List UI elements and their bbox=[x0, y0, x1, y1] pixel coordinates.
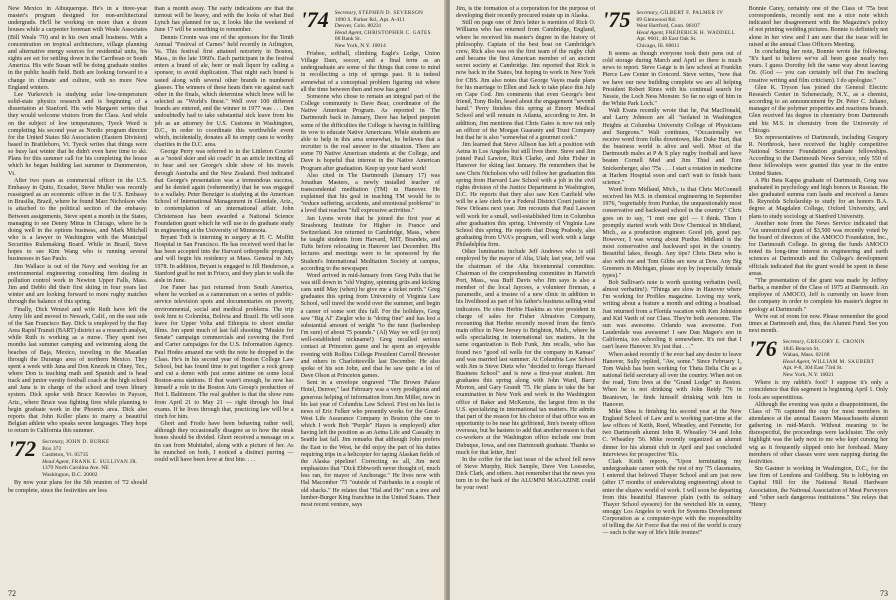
paragraph: Lee Yurkovich is studying solar low-temperature solid-state physics research and is beginning of a dissertation at Stanford. His wife Margaret writes that they would welcome visitors from the Class. And while on the subject of low temperatures, Tyeck Weed is completing his second year as Nordic program director for the United States Ski Association (Eastern Division) based in Brattleboro, Vt. Tyeck writes that things were so busy last winter that he didn't even have time to ski. Plans for this summer call for his completing the house which he began building last summer in Dummerston, Vt. bbox=[8, 91, 148, 177]
address-line: Waban, Mass. 02168 bbox=[782, 352, 830, 359]
paragraph: Bryant Toth is interning in surgery at H. C. Moffitt Hospital in San Francisco. He has received word that he has been accepted into the Harvard orthopedic program, and will begin his residency at Mass. General in July 1978. In addition, Bryant is engaged to Jill Henderson, a Stanford grad he met in Frisco, and they plan to walk the aisle in June. bbox=[154, 235, 294, 284]
class-officers bbox=[42, 438, 138, 478]
agent-name: FREDERICK H. WADDELL bbox=[665, 29, 736, 36]
agent-label: Head Agent, bbox=[636, 29, 665, 36]
address-line: 68 Bank St. bbox=[334, 36, 362, 42]
paragraph: New Mexico in Albuquerque. He's in a three-year master's program designed for non-architectural undergrads. He'll be working on more than a dozen houses while a carpenter foreman with Weale Associates (Bill Weale '70) and in his own small business. With a concentration on tropical architecture, village planning and alternative energy sources for residential units, his sights are set for settling down in the Carribean or South America. His wife Susan will be doing graduate studies in the public health field. Both are looking forward to a change in climate and culture, with no more New England winters. bbox=[8, 6, 148, 91]
paragraph: Walt Evans recently wrote that he, Pat MacDonald, and Larry Johnson are all "isolated in Washington Heights at Columbia University College of Physicians and Surgeons." Walt continues, "Occasionally we receive word from folks downtown, like Duke Hart, that the business world is alive and well. Most of the Dartmouth males at P & S play rugby football and have beaten Cornell Med and Jim Thiel and Tom Snickenberger, also '75s . . . I start a rotation in medicine at Harlem Hospital soon and can't wait to finish basic science." bbox=[602, 108, 742, 186]
left-page bbox=[0, 0, 446, 600]
address-line: Apt. #601, 40 East Oak St. bbox=[636, 36, 697, 42]
class-header-76 bbox=[749, 338, 888, 378]
class-year: '76 bbox=[748, 336, 777, 362]
paragraph: Stu Gastner is working in Washington, D.C., for the law firm of Londons and Goldberg. Stu is lobbying on Capital Hill for the National Retail Hardware Association, the National Association of Meat Purveyors and "other such dangerous institutions." Stu relays that "Henry bbox=[748, 466, 888, 508]
paragraph: Ghort and Frodo have been behaving rather well, although they occasionally disagree as to how the steak bones should be divided. Ghort received a message on a tin can from Muhitabel, along with a picture of her. As he munched on both, I noticed a distinct purring — could will have been love at first bite. . . . bbox=[154, 421, 294, 463]
address-line: 1845 Beacon St. bbox=[782, 345, 820, 352]
paragraph: In concluding her note, Bonnie wrote the following. "It's hard to believe we've all been gone nearly two years. I guess Dorothy felt the same way about leaving Oz. (God — you can certainly tell that I'm teaching creative writing and film criticism). I do apologize." bbox=[748, 48, 888, 84]
address-line: Denver, Colo. 80231 bbox=[334, 23, 382, 29]
secretary-name: GILBERT F. PALMER IV bbox=[660, 10, 724, 16]
paragraph: Frisbee, softball, climbing Eagle's Ledge, Union Village Dam, soccer, and a final term as an undergraduate are some of the things that come to mind in recollecting a trip of springs past. It is indeed somewhat of a conceptual problem figuring out where all the time between then and now has gone! bbox=[300, 51, 440, 93]
class-year: '72 bbox=[8, 436, 37, 462]
paragraph: Joe Faner has just returned from South America, where he worked as a cameraman on a series of public-service television spots and documentaries on poverty, environmental, social and medical problems. The trip took him to Colombia, Bolivia and Brazil. He will soon leave for Upper Volta and Ethiopia to shoot similar films. Jon spent much of last fall shooting "Muskie for Senate" campaign commercials and covering the Ford and Carter campaigns for the U.S. Information Agency. Paul Hodes amazed me with the note he dropped to the Class. He's in his second year of Boston College Law School, but has found time to put together a rock group and cut a demo with just some airtime on some local Boston-area stations. If that wasn't enough, he now has himself a role in the Boston Arts Group's production of Hot L Baltimore. The real grabber is that the show runs from April 21 to May 21 — right through his final exams. If he lives through that, practicing law will be a cinch for him. bbox=[154, 285, 294, 420]
agent-label: Head Agent, bbox=[334, 29, 363, 36]
page-number: 73 bbox=[880, 589, 888, 598]
paragraph: Other luminaries include Jeff Andrews who is still employed by the mayor of Alta, Utah; last year, Jeff was the chairman of the Alta bicentennial committee. Chairman of the comprehending committee in Harwich Port, Mass., was Buff Davis who Jim says is also a member of the local Jaycees, a volunteer fireman, a paramedic, and a trustee of a new clinic in addition to his livelihood as part of his father's business selling wind indicators. He cites Herbie Haskins as vice president in charge of sales for Fisher Abrasives Company, recounting that Herbie recently moved from the firm's main office in New Jersey to Brighton, Mich., where he sells specializing in international tax matters. In the same organization is Bob Funk, Jim recalls, who has found two "good oil wells for the company in Kansas" and was married last summer. At Columbia Law School with Jim is Steve Dietz who "decided to forego Harvard Business School" and is now a first-year student. Jim graduates this spring along with John Ward, Barry Morton, and Gary Grandi '75. He plans to take the bar examination in New York and work in the Washington office of Baker and McKenzie, the largest firm in the U.S. specializing in international tax matters. He admits that part of the reason for his choice of that office was an opportunity to be near his girlfriend, Jim's twenty offices overseas, but he hastens to add that another reason is that co-workers at the Washington office include one from Dubuque, Iowa, and one Dartmouth graduate. Thanks so much for that letter, Jim! bbox=[456, 249, 596, 456]
paragraph: "The presentation of the grant was made by Jeffrey Barba, a member of the Class of 1975 at Dartmouth. An employee of AMOCO, Jeff is currently on leave from the company in order to complete his master's degree in geology at Dartmouth." bbox=[748, 277, 888, 313]
paragraph: Six representatives of Dartmouth, including Gregory R. Northrook, have received the highly competitive National Science Foundation graduate fellowships. According to the Dartmouth News Service, only 550 of these fellowships were granted this year in the entire United States. bbox=[748, 134, 888, 177]
paragraph: George Perry was referred to in the Littleton Courier as a "noted skier and ski coach" in an article inviting all to hear and see George's slide show of his travels through Australia and the New Zealand. Fred indicated that George's presentation was a tremendous success, and he denied again (vehemently) that he was engaged to a wallaby. Peter Benziger is studying at the American School of International Management in Glendale, Ariz., in contemplation of an international affair. John Christenson has been awarded a National Science Foundation grant which he will use to do graduate study in engineering at the University of Minnesota. bbox=[154, 149, 294, 234]
agent-name: FRANK E. SULLIVAN JR. bbox=[71, 458, 138, 465]
agent-name: CHRISTOPHER C. GATES bbox=[364, 29, 431, 36]
class-officers bbox=[335, 9, 431, 49]
class-officers bbox=[636, 9, 735, 49]
secretary-label: Secretary, bbox=[42, 439, 65, 446]
column-5 bbox=[602, 6, 741, 594]
class-header-75 bbox=[602, 9, 741, 49]
secretary-name: STEPHEN D. SEVERSON bbox=[358, 10, 424, 16]
paragraph: Another note from the News Service indicated that "An unrestricted grant of $3,500 was recently voted by the board of directors of the AMOCO Foundation, Inc., for Dartmouth College. In giving the funds AMOCO noted its long-time interest in engineering and earth sciences at Dartmouth and the College's development officials indicated that the grant would be spent in these areas. bbox=[748, 220, 888, 277]
paragraph: Where is my rabbit's foot? I suppose it's only a coincidence that this segment is beginning April 1. Only fools are superstitious. bbox=[748, 380, 888, 401]
paragraph: Someone who chose to remain an integral part of the College community is Dave Bear, coordinator of the Native American Program. As reported in The Dartmouth back in January, Dave has helped pinpoint some of the difficulties the College is having in fulfilling its vow to educate Native Americans. While students are able to help in this area somewhat, he believes that a recruiter is the real answer to the situation. There are some 70 Native American students at the College, and Dave is hopeful that interest in the Native American Program after graduation. Keep up your hard work! bbox=[300, 93, 440, 172]
address-line: New York, N.Y. 10021 bbox=[782, 371, 834, 378]
secretary-label: Secretary, bbox=[782, 339, 806, 346]
address-line: Apt. #-8, 304 East 73rd St. bbox=[782, 365, 843, 372]
address-line: 1090 S. Parker Rd., Apt. A-411 bbox=[334, 16, 405, 23]
page-number: 72 bbox=[8, 589, 16, 598]
class-header-74 bbox=[301, 9, 440, 49]
secretary-name: JOHN D. BURKE bbox=[65, 439, 110, 446]
paragraph: It seems as though everyone took their pens out of cold storage during March and April so there is much news to report. Steve Gaige is in law school at Franklin Pierce Law Center in Concord. Steve writes, "now that we have our new building complete we are all helping President Robert Rines with his continual search for Nessie, the Loch Ness Monster. So far no sign of him in the White Park Loch." bbox=[602, 51, 742, 108]
paragraph: Word arrived in mid-January from Greg Pulis that he was still down in "old Virginy, spinning grits and kicking cans until May (when) he give me a ticket north." Greg graduates this spring from University of Virginia Law School, will travel the world over the summer, and begin a career of some sort this fall. For the holidays, Greg saw "Big Al" Ziegler who is "doing fine" and has lost a substantial amount of weight "to the tune (barbershop I'm sure) of about 75 pounds." (Al) Way we will (or not) well-established nickname!) Greg recalled serious contact at Princeton game and he spent an enjoyable evening with Rollins College President Carroll Brewster and others in Charlottesville last December. He also spoke of his son John, and that he saw quite a lot of Dave Olson at Princeton games. bbox=[300, 272, 440, 380]
paragraph: Bonnie Carey, certainly one of the Class of '75s best correspondents, recently sent me a nice note which indicated her disagreement with the Magazine's policy of not printing wedding pictures. Bonnie is definitely not alone in her view and I am sure that the issue will be raised at the annual Class Officers Meeting. bbox=[748, 6, 888, 48]
column-4 bbox=[456, 6, 595, 594]
paragraph: Dennis Cronin was one of the sponsors for the Tenth Annual "Festival of Carnes" held recently in Arlington, Va. This festival first attained notoriety in Boston, Mass., in the late 1960's. Each participant in the festival enters a brand of ale, beer or malt liquor by calling a sponsor, to avoid duplication. That night each brand is tasted along with several other brands in numbered glasses. The winners of these heats then vie against each other in the finals, which determine which brew will be selected as "World's finest." Well over 100 different brands are entered, and the winner in 1977 was . . . Den undoubtedly had to take substantial sick leave from his job as an attorney for U.S. Customs in Washington, D.C., in order to coordinate this worthwhile event which, incidentally, donates all its empty cans to worthy charities in the D.C. area. bbox=[154, 34, 294, 148]
paragraph: Jim learned that Steve Allison has left a position with Aetna in Los Angeles but still lives there. Steve and Jim joined Paul Lawton, Rick Clarke, and John Fisher in Hanover for skiing last January. He remembers that he saw Chris Nicholson who will follow her graduation this spring from Harvard Law School with a job in the civil rights division of the Justice Department in Washington, D.C. He reports that they also saw Ken Canfield who will be a law clerk for a Federal District Court justice in New Orleans next year. Jim recounts that Paul Lawson will work for a small, well-established firm in Columbus after graduation this spring. University of Virginia Law School this spring. He reports that Doug Peabody, also graduating from UVA's program, will work with a large Philadelphia firm. bbox=[456, 141, 596, 249]
paragraph: Still on page one of Jim's letter is mention of Rick O. Williams who has returned from Cambridge, England, where he received his master's degree in the history of philosophy. Captain of the best boat on Cambridge's crew, Rick also was on the first team of the rugby club and became the first American member of an ancient secret society at Cambridge. Jim reported that Rick is now back in the States, but hoping to work in New York for CBS. Jim also notes that George Vayes made plans for his marriage to Ellen and Jack to take place this July on Cape Cod. Jim comments that even George's best friend, Tony Bolin, heard about the engagement "seventh hand." Perry finishes this spring at Emory Medical School and will remain in Atlanta, according to Jim. In addition, Jim mentions that Chris Gates is now not only an officer of the Morgan Guaranty and Trust Company but that he is also "somewhat of a gourmet cook." bbox=[456, 20, 596, 141]
paragraph: When asked recently if he ever had any desire to leave Hanover, Sully replied, "Aw, some." Since February 1, Tom Walsh has been working for Theta Delta Chi as a national field secretary all over the country. When not on the road, Tom lives at the "Grand Lodge" in Boston. When he is not drinking with John Reidy '76 in Beantown, he finds himself drinking with him in Hanover. bbox=[602, 351, 742, 408]
paragraph: Although the evening was quite a disappointment, the Class of '76 captured the cup for most members in attendance at the annual Eastern Massachusetts alumni gathering in mid-March. Without meaning to be disrespectful, the proceedings were lackluster. The only highlight was the lady next to me who kept cursing her wig as it frequently slipped onto her forehead. Many members of other classes were seen napping during the festivities. bbox=[748, 401, 888, 465]
agent-label: Head Agent, bbox=[782, 358, 811, 365]
secretary-label: Secretary, bbox=[636, 10, 659, 16]
address-line: Chicago, Ill. 60611 bbox=[636, 42, 680, 49]
class-year: '74 bbox=[300, 7, 329, 32]
paragraph: By now your plans for the 5th reunion of '72 should be complete, since the festivities are less bbox=[8, 480, 148, 494]
paragraph: Jim Wallace is out of the Navy and working for an environmental engineering consulting firm dealing in pollution control work in Newton Upper Falls, Mass. Jim and Debbi did their first skiing in four years last winter and are looking forward to more rugby matches through the balance of this spring. bbox=[8, 263, 148, 306]
address-line: 69 Glenwood Rd. bbox=[636, 16, 677, 23]
address-line: Box 372 bbox=[42, 445, 62, 452]
class-year: '75 bbox=[602, 7, 631, 32]
paragraph: After two years as commercial officer in the U.S. Embassy in Quito, Ecuador, Steve Muller was recently reassigned as an economic officer in the U.S. Embassy in Brasilia, Brazil, where he found Marc Nicholson who is attached to the political section of the embassy. Between assignments, Steve spent a month in the States, managing to see Denny Mitus in Chicago, where he is doing well in the options business, and Mark Mitchell who is a lawyer in Washington with the Municipal Securities Rulemaking Board. While in Brazil, Steve hopes to see Kim Wang who is running several businesses in Sao Paulo. bbox=[8, 177, 148, 263]
class-officers bbox=[783, 338, 874, 378]
column-3 bbox=[301, 6, 440, 594]
address-line: 1379 North Carolina Ave. NE bbox=[42, 465, 109, 472]
paragraph: Sent in a envelope engraved "The Brown Palace Hotel, Denver," last February was a very prodigious and generous helping of information from Jim Miller, now in his last year of Columbia Law School. First on his list is news of Eric Felker who presently works for the Great-West Life Assurance Company in Boston (the one to which I work Bob "Purple" Hayes is employed) after having left the position as an Aetna Life and Casualty in Seattle last fall. Jim remarks that although John prefers the East to the West, he did enjoy the part of his duties requiring trips in a helicopter for taping Alaskan fields of the Alaska pipeline! Correcting us all, Jim next emphasizes that "Dick Ebbworth never thought of, much less ran, for mayor of Anchorage." He lives now with Hal Macomber '75 "outside of Fairbanks in a couple of old shacks." He relates that "Hal and Ho" run a tree and lumber-Burger King franchise in the United States. Their most recent venture, says bbox=[300, 380, 440, 508]
paragraph: We're out of room for now. Please remember the good times at Dartmouth and, thus, the Alumni Fund. See you next month. bbox=[748, 313, 888, 335]
paragraph: Also cited in The Dartmouth (January 17) was Jonathan Masters, a newly installed teacher of transcendental meditation (TM) in Hanover. He explained that his goal in teaching TM would be to "reduce suffering, accidents, and emotional problems" to a level that reaches "full expressive activities." bbox=[300, 172, 440, 215]
right-page bbox=[450, 0, 896, 600]
paragraph: Jim, is the formation of a corporation for the purpose of developing their recently procured estate up in Alaska. bbox=[456, 6, 596, 20]
secretary-name: GREGORY E. CRONIN bbox=[806, 339, 865, 346]
paragraph: A Phi Beta Kappa graduate of Dartmouth, Greg was graduated in psychology and high honors in Russian. He also graduated summa cum laude and received a James B. Reynolds Scholarship to study for an honors B.A. degree at Magdalen College, Oxford University, and plans to study sociology at Stanford University. bbox=[748, 177, 888, 220]
address-line: Washington, D.C. 20002 bbox=[42, 471, 98, 478]
paragraph: than a month away. The early indications are that the turnout will be heavy, and with the looks of what Bud Lynch has planned for us, it looks like the weekend of June 17 will be something to remember. bbox=[154, 6, 294, 34]
column-6 bbox=[749, 6, 888, 594]
paragraph: Finally, Dick Wenzel and wife Ruth have left the Army life and moved to Newark, Calif., on the east side of the San Francisco Bay. Dick is employed by the Bay Area Rapid Transit (BART) district as a research analyst, while Ruth is working as a nurse. They spent two months last summer camping and swimming along the beaches of Baja, Mexico, traveling in the Mazatlan through the Durango area of northern Mexico. They spent a week with Jana and Don Knezek in Olney, Tex., where Don is teaching math and Spanish and is head track and junior varsity football coach at the high school and Jana is in charge of the school and town library system. Dick spoke with Bruce Knowles in Payson, Ariz., where Bruce was fighting fires while planning to begin graduate work in the Phoenix area. Dick also reports that John Koller plans to marry a beautiful Belgian athlete who speaks seven languages. They hope to return to California this summer. bbox=[8, 306, 148, 435]
paragraph: Jan Lyons wrote that he joined the first year at Strasbourg Institute for Higher in France and Switzerland. Jon returned to Cambridge, Mass., where he taught students from Harvard, MIT, Brandeis, and Tufts before relocating in Hanover last December. His lectures and meetings were to be sponsored by the Student's International Meditation Society at campus, according to the newspaper. bbox=[300, 215, 440, 272]
paragraph: Glen K. Tryson has joined the General Electric Research Center in Schenectady, N.Y., as a chemist, according to an announcement by Dr. Peter C. Juliano, manager of the polymer properties and reactions branch. Glen received his degree in chemistry from Dartmouth and his M.S. in chemistry from the University of Chicago. bbox=[748, 84, 888, 134]
paragraph: In the coffer for the last issue of the school fell news of Steve Murphy, Rick Sample, Dave Von Loesecke, Dick Clark, and others. Just remember that the news you turn in to the back of the ALUMNI MAGAZINE could be your own! bbox=[456, 456, 596, 492]
address-line: Castleton, Vt. 05735 bbox=[42, 452, 89, 459]
address-line: West Hartford, Conn. 06107 bbox=[636, 23, 700, 29]
address-line: New York, N.Y. 10014 bbox=[334, 42, 386, 49]
secretary-label: Secretary, bbox=[334, 10, 358, 16]
paragraph: Bob Sullivan's note is worth quoting verbatim (well, almost verbatim!). "Things are slow in Hanover where I'm working for Profiles magazine. Loving my work, writing about a feature a month and editing a boatload. Just returned from a Florida vacation with Ken Johnston and Kid Vaeth of our Class. They're both awesome. The sun was awesome. Orlando was awesome. Fort Lauderdale was awesome! I saw Dan Magee's son in California, too schooling it somewhere. It's not that I can't leave Hanover. It's just that . . ." bbox=[602, 280, 742, 351]
column-1 bbox=[8, 6, 147, 594]
paragraph: Clark Keith reports, "Upon terminating my undergraduate career with the rest of my '75 classmates, I entered that beloved Thayer School and am just now (after 17 months of undervaluing engineering) about to enter the elusive world of work. I will soon be departing from this beautiful Hanover plain (with its solitary Thayer School eyesore) for the wretched life in sunny, smoggy Los Angeles to work for Systems Development Corporation as a computer-type with the responsibility of telling the Air Force that the rest of the world is crazy — such is the way of life's little ironies!" bbox=[602, 458, 742, 537]
agent-name: WILLIAM M. SAUBERT bbox=[812, 358, 875, 365]
class-header-72 bbox=[8, 438, 147, 478]
agent-label: Head Agent, bbox=[42, 458, 70, 465]
column-2 bbox=[154, 6, 293, 594]
paragraph: Mike Shea is finishing his second year at the New England School of Law and is working part-time at the law offices of Keith, Reed, Wheatley, and Fennette, for two Dartmouth alumni John R. Wheatley '34 and John C. Wheatley '56. Mike recently organized an alumni dinner for his alumni club in April and just concluded interviews for prospective '81s. bbox=[602, 408, 742, 458]
paragraph: Word from Midland, Mich., is that Chris McConnell received his M.S. in chemical engineering in September 1976, "regrettably from Purdue, the unquestionably most conservative and backward school in the country." Chris goes on to say, "I met one girl — I think. Then I promptly started work with Dow Chemical in Midland, Mich., as a production engineer. Good job, good pay. However, I was wrong about Purdue. Midland is the most conservative and backward spot in the country. Beautiful lakes, though. Any tips? Chris Dietz who is also with me and Tom Gibbs are now at Dow. Any Big Greeners in Michigan, please stop by (especially female types)." bbox=[602, 186, 742, 279]
